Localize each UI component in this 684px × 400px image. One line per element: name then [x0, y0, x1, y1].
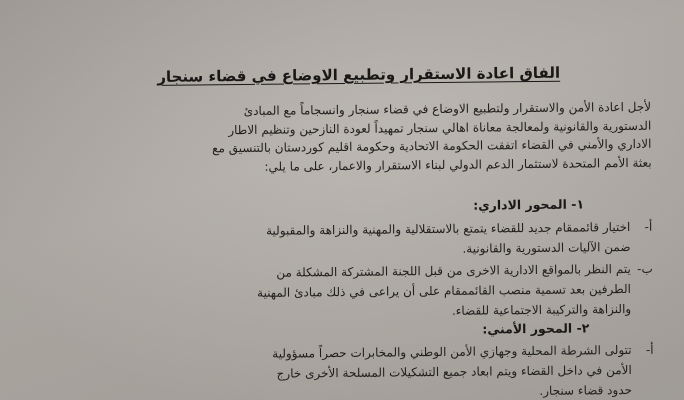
intro-line: الدستورية والقانونية ولمعالجة معاناة اهالي سنجار تمهيداً لعودة النازحين وتنظيم الاطار: [228, 118, 652, 137]
item-line: الطرفين بعد تسمية منصب القائممقام على أن يراعى في ذلك مبادئ المهنية: [257, 281, 632, 300]
list-item: [100, 217, 653, 263]
list-item: [102, 340, 654, 400]
item-line: والنزاهة والتركيبة الاجتماعية للقضاء.: [451, 301, 632, 318]
list-item: [101, 259, 653, 325]
item-line: الأمن في داخل القضاء ويتم ابعاد جميع التشكيلات المسلحة الأخرى خارج: [276, 362, 632, 381]
item-marker: ب-: [637, 261, 653, 276]
intro-line: بعثة الأمم المتحدة لاستثمار الدعم الدولي لبناء الاستقرار والاعمار، على ما يلي:: [264, 155, 652, 174]
item-line: ضمن الآليات الدستورية والقانونية.: [462, 239, 631, 256]
item-line: حدود قضاء سنجار.: [539, 382, 633, 398]
intro-line: الاداري والأمني في القضاء اتفقت الحكومة الاتحادية وحكومة اقليم كوردستان بالتنسيق مع: [211, 136, 652, 156]
intro-line: لأجل اعادة الأمن والاستقرار ولتطبيع الاوضاع في قضاء سنجار وانسجاماً مع المبادئ: [243, 99, 652, 119]
item-marker: أ-: [645, 342, 654, 357]
document-title: الفاق اعادة الاستقرار وتطبيع الاوضاع في قضاء سنجار: [157, 63, 561, 86]
item-line: يتم النظر بالمواقع الادارية الاخرى من قبل اللجنة المشتركة المشكلة من: [276, 261, 631, 280]
item-line: تتولى الشرطة المحلية وجهازي الأمن الوطني والمخابرات حصراً مسؤولية: [272, 342, 632, 361]
section-heading-administrative: ١- المحور الاداري:: [473, 196, 585, 213]
item-line: اختيار قائممقام جديد للقضاء يتمتع بالاستقلالية والمهنية والنزاهة والمقبولية: [266, 219, 631, 238]
item-marker: أ-: [644, 219, 653, 234]
section-heading-security: ٢- المحور الأمني:: [482, 320, 590, 337]
intro-paragraph: [111, 98, 652, 178]
